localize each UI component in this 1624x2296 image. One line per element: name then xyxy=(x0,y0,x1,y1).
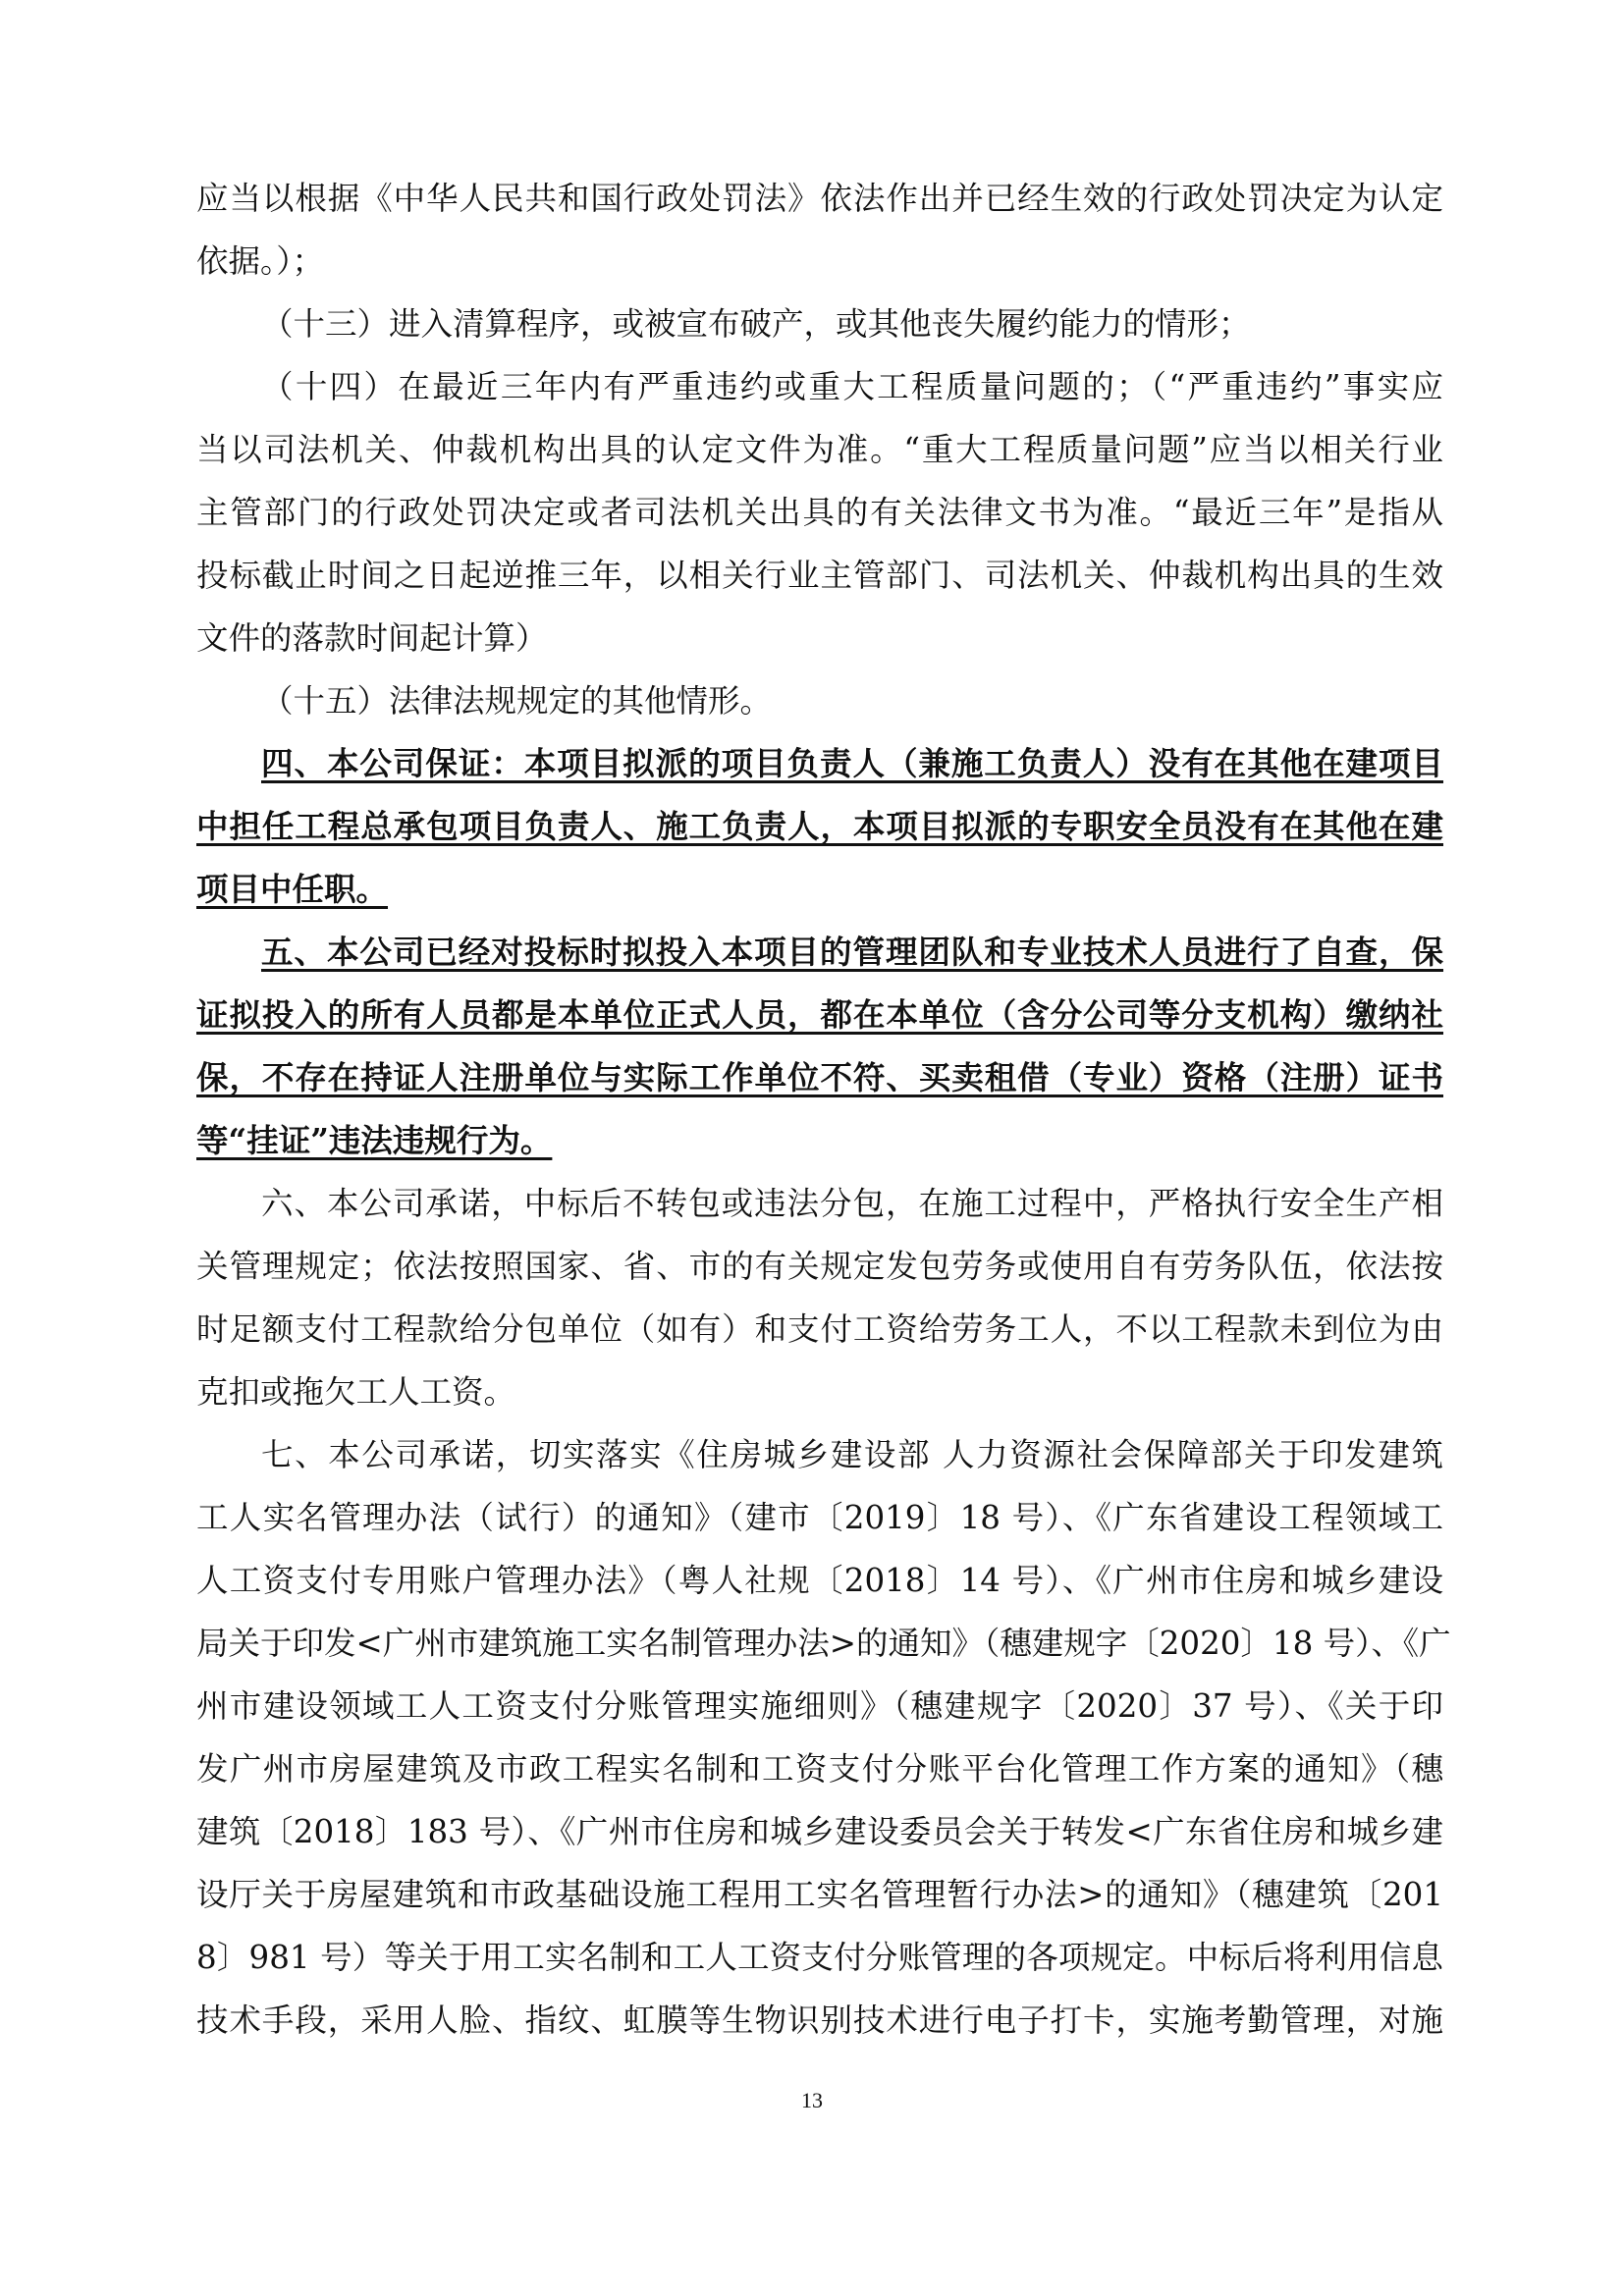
text-line: 人工资支付专用账户管理办法》（粤人社规〔2018〕14 号）、《广州市住房和城乡建设 xyxy=(196,1562,1443,1599)
text-line: 8〕981 号）等关于用工实名制和工人工资支付分账管理的各项规定。中标后将利用信息 xyxy=(196,1939,1443,1976)
text-line: （十五）法律法规规定的其他情形。 xyxy=(261,682,773,720)
text-line-wrap xyxy=(196,921,1443,984)
text-line-wrap xyxy=(196,1046,1443,1109)
text-line-wrap xyxy=(196,858,1443,921)
text-line-wrap xyxy=(196,795,1443,858)
text-line: 技术手段，采用人脸、指纹、虹膜等生物识别技术进行电子打卡，实施考勤管理，对施 xyxy=(196,2002,1443,2039)
text-line: 项目中任职。 xyxy=(196,870,389,908)
text-line: 工人实名管理办法（试行）的通知》（建市〔2019〕18 号）、《广东省建设工程领域工 xyxy=(196,1499,1443,1536)
paragraph-item-15 xyxy=(196,669,1443,732)
text-line: 五、本公司已经对投标时拟投入本项目的管理团队和专业技术人员进行了自查，保 xyxy=(261,933,1443,971)
text-line: （十四）在最近三年内有严重违约或重大工程质量问题的；（“严重违约”事实应 xyxy=(261,368,1443,405)
text-line-wrap xyxy=(196,1109,1443,1172)
text-line: 保，不存在持证人注册单位与实际工作单位不符、买卖租借（专业）资格（注册）证书 xyxy=(196,1058,1443,1096)
text-line: 等“挂证”违法违规行为。 xyxy=(196,1121,553,1159)
paragraph-commitment-six xyxy=(196,1172,1443,1423)
text-line: 时足额支付工程款给分包单位（如有）和支付工资给劳务工人，不以工程款未到位为由 xyxy=(196,1310,1443,1348)
paragraph-commitment-seven xyxy=(196,1423,1451,2052)
document-body xyxy=(196,167,1451,2052)
text-line: 发广州市房屋建筑及市政工程实名制和工资支付分账平台化管理工作方案的通知》（穗 xyxy=(196,1750,1443,1788)
text-line: 四、本公司保证：本项目拟派的项目负责人（兼施工负责人）没有在其他在建项目 xyxy=(261,744,1443,782)
text-line: 依据。）； xyxy=(196,242,325,280)
page-number: 13 xyxy=(801,2088,823,2112)
paragraph-guarantee-four xyxy=(196,732,1443,921)
text-line: 局关于印发<广州市建筑施工实名制管理办法>的通知》（穗建规字〔2020〕18 号）、《广 xyxy=(196,1625,1451,1662)
paragraph-penalty-basis xyxy=(196,167,1443,293)
text-line: 当以司法机关、仲裁机构出具的认定文件为准。“重大工程质量问题”应当以相关行业 xyxy=(196,431,1443,468)
text-line: （十三）进入清算程序，或被宣布破产，或其他丧失履约能力的情形； xyxy=(261,305,1251,343)
text-line: 克扣或拖欠工人工资。 xyxy=(196,1373,516,1411)
text-line: 应当以根据《中华人民共和国行政处罚法》依法作出并已经生效的行政处罚决定为认定 xyxy=(196,180,1443,217)
paragraph-item-14 xyxy=(196,355,1443,669)
text-line-wrap xyxy=(196,984,1443,1046)
paragraph-guarantee-five xyxy=(196,921,1443,1172)
text-line-wrap xyxy=(196,732,1443,795)
text-line: 州市建设领域工人工资支付分账管理实施细则》（穗建规字〔2020〕37 号）、《关于印 xyxy=(196,1687,1443,1725)
text-line: 投标截止时间之日起逆推三年，以相关行业主管部门、司法机关、仲裁机构出具的生效 xyxy=(196,557,1443,594)
text-line: 中担任工程总承包项目负责人、施工负责人，本项目拟派的专职安全员没有在其他在建 xyxy=(196,807,1443,845)
text-line: 七、本公司承诺，切实落实《住房城乡建设部 人力资源社会保障部关于印发建筑 xyxy=(261,1436,1443,1473)
text-line: 设厅关于房屋建筑和市政基础设施工程用工实名管理暂行办法>的通知》（穗建筑〔201 xyxy=(196,1876,1443,1913)
text-line: 建筑〔2018〕183 号）、《广州市住房和城乡建设委员会关于转发<广东省住房和城乡建 xyxy=(196,1813,1443,1850)
text-line: 文件的落款时间起计算） xyxy=(196,619,548,657)
text-line: 证拟投入的所有人员都是本单位正式人员，都在本单位（含分公司等分支机构）缴纳社 xyxy=(196,995,1443,1034)
text-line: 六、本公司承诺，中标后不转包或违法分包，在施工过程中，严格执行安全生产相 xyxy=(261,1185,1443,1222)
text-line: 主管部门的行政处罚决定或者司法机关出具的有关法律文书为准。“最近三年”是指从 xyxy=(196,494,1443,531)
text-line: 关管理规定；依法按照国家、省、市的有关规定发包劳务或使用自有劳务队伍，依法按 xyxy=(196,1248,1443,1285)
paragraph-item-13 xyxy=(196,293,1443,355)
